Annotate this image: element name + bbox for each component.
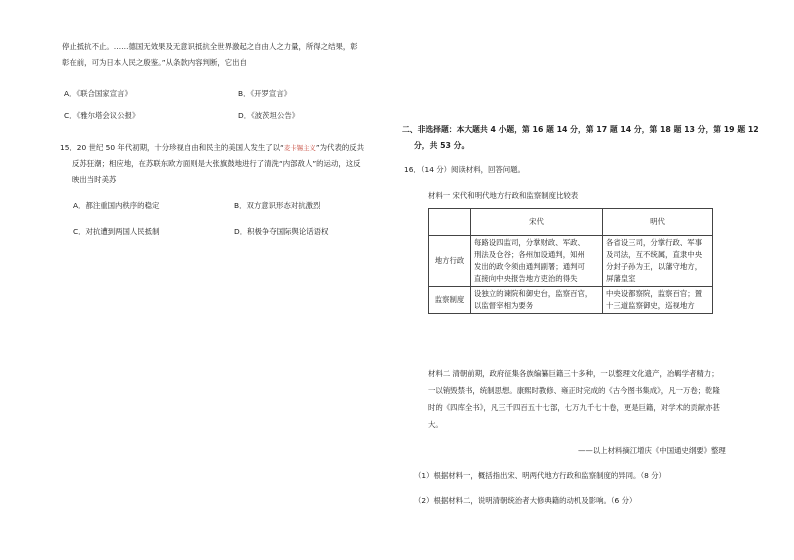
- table-cell-supervision-song: [471, 287, 603, 314]
- material-1-title: 材料一 宋代和明代地方行政和监察制度比较表: [428, 191, 579, 200]
- q15-stem-line-1: [60, 142, 364, 154]
- table-cell-admin-song: [471, 236, 603, 287]
- q15-stem-line-2: 反苏狂潮；相应地，在苏联东欧方面则是大张旗鼓地进行了清洗“内部敌人”的运动，这反: [72, 159, 361, 168]
- material-2-line-3: 时的《四库全书》，凡三千四百五十七部，七万九千七十卷，更是巨籍，对学术的贡献亦甚: [428, 403, 720, 412]
- cell-line: 分封子孙为王，以藩守地方，: [606, 262, 703, 271]
- q15-option-d: D．积极争夺国际舆论话语权: [234, 227, 329, 236]
- q14-option-a: A．《联合国家宣言》: [64, 89, 132, 98]
- table-cell-supervision-ming: [603, 287, 713, 314]
- cell-line: 以监督宰相为要务: [474, 301, 534, 310]
- source-note: ——以上材料摘江增庆《中国通史纲要》整理: [578, 446, 726, 455]
- sub-question-1: （1）根据材料一，概括指出宋、明两代地方行政和监察制度的异同。（8 分）: [414, 471, 666, 480]
- table-header-row: [429, 209, 713, 236]
- q15-option-c: C．对抗遭到两国人民抵制: [73, 227, 160, 236]
- cell-line: 直接向中央报告地方吏治的得失: [474, 274, 578, 283]
- q15-highlight-term: 麦卡锡主义: [283, 144, 316, 152]
- material-2-line-2: 一以销毁禁书，统制思想。康熙时教修、雍正时完成的《古今图书集成》，凡一万卷；乾隆: [428, 386, 720, 395]
- table-row-supervision: [429, 287, 713, 314]
- table-header-ming: 明代: [603, 209, 713, 236]
- section-heading-line-2: 分，共 53 分。: [414, 141, 470, 150]
- cell-line: 刑法及仓谷；各州加设通判，知州: [474, 250, 585, 259]
- material-2-line-1: 材料二 清朝前期，政府征集各族编纂巨籍三十多种，一以整理文化遗产，冶羁学者精力；: [428, 369, 719, 378]
- cell-line: 屏藩皇室: [606, 274, 636, 283]
- table-row-label-admin: 地方行政: [429, 236, 471, 287]
- q15-option-a: A．都注重国内秩序的稳定: [73, 201, 160, 210]
- cell-line: 设独立的谏院和御史台，监察百官，: [474, 289, 593, 298]
- comparison-table: [428, 208, 713, 314]
- q15-stem-text-b: ”为代表的反共: [315, 143, 365, 152]
- cell-line: 及司法，互不统属，直隶中央: [606, 250, 703, 259]
- cell-line: 发出的政令须由通判副署；通判可: [474, 262, 585, 271]
- q14-option-c: C．《雅尔塔会议公报》: [64, 111, 140, 120]
- table-row-admin: [429, 236, 713, 287]
- q15-stem-text-a: 15．20 世纪 50 年代初期，十分珍视自由和民主的美国人发生了以: [60, 143, 281, 152]
- q15-option-b: B．双方意识形态对抗激烈: [234, 201, 321, 210]
- cell-line: 每路设四监司，分掌财政、军政、: [474, 238, 585, 247]
- table-cell-admin-ming: [603, 236, 713, 287]
- q16-intro: 16．（14 分）阅读材料，回答问题。: [404, 165, 525, 174]
- table-row-label-supervision: 监察制度: [429, 287, 471, 314]
- material-2-line-4: 大。: [428, 420, 443, 429]
- section-heading-line-1: 二、非选择题：本大题共 4 小题，第 16 题 14 分，第 17 题 14 分，第 18 题 13 分，第 19 题 12: [402, 125, 759, 134]
- q15-stem-line-3: 映出当时美苏: [72, 175, 117, 184]
- table-corner-cell: [429, 209, 471, 236]
- q14-option-b: B．《开罗宣言》: [238, 89, 292, 98]
- cell-line: 中央设都察院，监察百官；置: [606, 289, 703, 298]
- sub-question-2: （2）根据材料二，说明清朝统治者大修典籍的动机及影响。（6 分）: [414, 496, 637, 505]
- passage-line-2: 彰在前，可为日本人民之殷鉴。”从条款内容判断，它出自: [62, 58, 247, 67]
- passage-line-1: 停止抵抗不止。……德国无效果及无意识抵抗全世界激起之自由人之力量，所得之结果，彰: [62, 42, 358, 51]
- cell-line: 十三道监察御史，巡视地方: [606, 301, 695, 310]
- q14-option-d: D．《波茨坦公告》: [238, 111, 300, 120]
- q15-quote-open: “: [280, 143, 284, 152]
- table-header-song: 宋代: [471, 209, 603, 236]
- cell-line: 各省设三司，分掌行政、军事: [606, 238, 703, 247]
